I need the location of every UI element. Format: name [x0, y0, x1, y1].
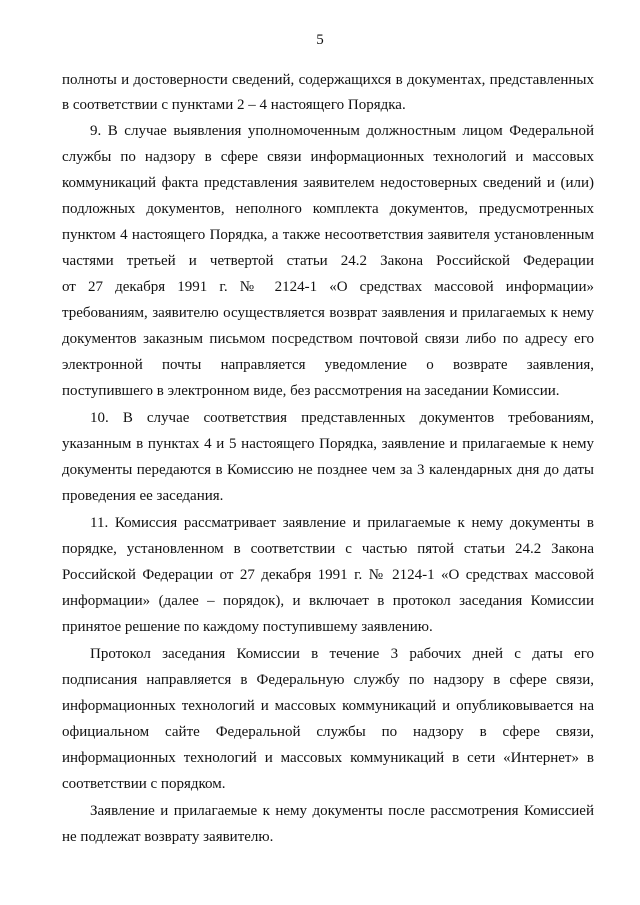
text-line: в соответствии с пунктами 2 – 4 настоящего Порядка. [62, 97, 406, 113]
text-line: коммуникаций факта представления заявителем недостоверных сведений и (или) [62, 175, 594, 191]
text-line: 9. В случае выявления уполномоченным должностным лицом Федеральной [90, 123, 594, 139]
text-line: Протокол заседания Комиссии в течение 3 рабочих дней с даты его [90, 646, 594, 662]
text-line: не подлежат возврату заявителю. [62, 829, 274, 845]
text-line: порядке, установленном в соответствии с частью пятой статьи 24.2 Закона [62, 541, 594, 557]
text-line: официальном сайте Федеральной службы по надзору в сфере связи, [62, 724, 594, 740]
text-line: поступившего в электронном виде, без рассмотрения на заседании Комиссии. [62, 383, 560, 399]
text-line: Заявление и прилагаемые к нему документы после рассмотрения Комиссией [90, 803, 594, 819]
text-line: документы передаются в Комиссию не позднее чем за 3 календарных дня до даты [62, 462, 594, 478]
text-line: службы по надзору в сфере связи информационных технологий и массовых [62, 149, 594, 165]
text-line: подписания направляется в Федеральную службу по надзору в сфере связи, [62, 672, 594, 688]
text-line: Российской Федерации от 27 декабря 1991 г. № 2124-1 «О средствах массовой [62, 567, 594, 583]
text-line: 11. Комиссия рассматривает заявление и прилагаемые к нему документы в [90, 515, 594, 531]
page-number: 5 [316, 32, 324, 48]
text-line: требованиям, заявителю осуществляется возврат заявления и прилагаемых к нему [62, 305, 594, 321]
text-line: информации» (далее – порядок), и включает в протокол заседания Комиссии [62, 593, 594, 609]
text-line: частями третьей и четвертой статьи 24.2 Закона Российской Федерации [62, 253, 594, 269]
text-line: информационных технологий и массовых коммуникаций и опубликовывается на [62, 698, 594, 714]
text-line: полноты и достоверности сведений, содержащихся в документах, представленных [62, 72, 594, 88]
text-line: указанным в пунктах 4 и 5 настоящего Порядка, заявление и прилагаемые к нему [62, 436, 594, 452]
text-line: от 27 декабря 1991 г. № 2124-1 «О средствах массовой информации» [62, 279, 594, 295]
text-line: электронной почты направляется уведомление о возврате заявления, [62, 357, 594, 373]
text-line: подложных документов, неполного комплекта документов, предусмотренных [62, 201, 594, 217]
text-line: 10. В случае соответствия представленных документов требованиям, [90, 410, 594, 426]
text-line: документов заказным письмом посредством почтовой связи либо по адресу его [62, 331, 594, 347]
text-line: информационных технологий и массовых коммуникаций в сети «Интернет» в [62, 750, 594, 766]
text-line: проведения ее заседания. [62, 488, 224, 504]
text-line: принятое решение по каждому поступившему заявлению. [62, 619, 433, 635]
text-line: соответствии с порядком. [62, 776, 226, 792]
text-line: пунктом 4 настоящего Порядка, а также несоответствия заявителя установленным [62, 227, 594, 243]
